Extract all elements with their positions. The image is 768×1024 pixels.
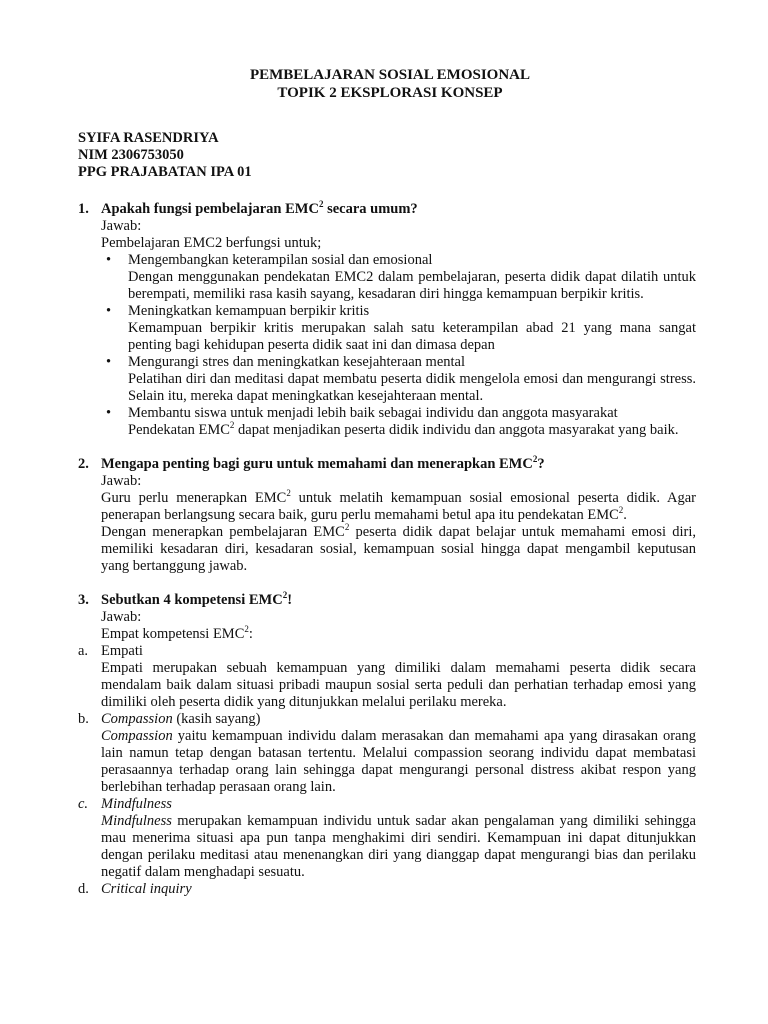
list-item bbox=[101, 405, 696, 439]
question-1 bbox=[78, 201, 696, 439]
list-item-heading: Critical inquiry bbox=[101, 881, 192, 897]
list-item bbox=[78, 643, 696, 711]
body-text-part: yaitu kemampuan individu dalam merasakan dan memahami apa yang dirasakan orang lain namun tetap dengan batasan tertentu. Melalui compassion seorang individu dapat membatasi perasaannya terhadap orang lain sehingga dapat mengurangi personal distress akibat respon yang berlebihan terhadap perasaan orang lain. bbox=[101, 728, 696, 795]
question-3 bbox=[78, 592, 696, 898]
paragraph-part: Dengan menerapkan pembelajaran EMC bbox=[101, 524, 345, 540]
question-text-part: secara umum? bbox=[323, 201, 418, 217]
list-item bbox=[78, 711, 696, 796]
question-text bbox=[101, 592, 292, 609]
superscript: 2 bbox=[229, 420, 235, 431]
question-number: 3. bbox=[78, 592, 89, 608]
body-text-part: dapat menjadikan peserta didik individu dan anggota masyarakat yang baik. bbox=[234, 422, 679, 438]
superscript: 2 bbox=[618, 505, 624, 516]
list-item-body: Pelatihan diri dan meditasi dapat membatu peserta didik mengelola emosi dan mengurangi stress. Selain itu, mereka dapat meningkatkan kesejahteraan mental. bbox=[128, 371, 696, 404]
document-title bbox=[78, 66, 696, 102]
list-item-heading: Meningkatkan kemampuan berpikir kritis bbox=[128, 303, 370, 319]
answer-paragraph bbox=[101, 490, 696, 524]
paragraph-part: peserta didik dapat belajar untuk memahami emosi diri, memiliki kesadaran diri, kesadaran sosial, kemampuan sosial hingga dapat mengambil keputusan yang bertanggung jawab. bbox=[101, 524, 696, 574]
list-item-heading: Mindfulness bbox=[101, 796, 172, 812]
intro-part: Empat kompetensi EMC bbox=[101, 626, 245, 642]
body-text-part: Pendekatan EMC bbox=[128, 422, 230, 438]
answer-paragraph bbox=[101, 524, 696, 575]
author-nim: NIM 2306753050 bbox=[78, 147, 184, 163]
superscript: 2 bbox=[286, 488, 291, 499]
author-name: SYIFA RASENDRIYA bbox=[78, 130, 219, 146]
list-letter: a. bbox=[78, 643, 89, 659]
list-item-body: Empati merupakan sebuah kemampuan yang dimiliki dalam memahami peserta didik secara mendalam baik dalam situasi pribadi maupun sosial serta peduli dan perhatian terhadap emosi yang dimiliki oleh peserta didik yang ditunjukkan melalui perilaku mereka. bbox=[101, 660, 696, 710]
question-number: 1. bbox=[78, 201, 89, 217]
list-item bbox=[101, 303, 696, 354]
list-item-body bbox=[101, 813, 696, 881]
italic-term: Compassion bbox=[101, 728, 173, 744]
question-2 bbox=[78, 456, 696, 575]
body-text-part: merupakan kemampuan individu untuk sadar akan pengalaman yang dimiliki sehingga mau menerima situasi apa pun tanpa menghakimi diri sendiri. Kemampuan ini dapat ditunjukkan dengan perilaku meditasi atau menenangkan diri yang dianggap dapat mengurangi bias dan perilaku negatif dalam menghadapi sesuatu. bbox=[101, 813, 696, 880]
author-program: PPG PRAJABATAN IPA 01 bbox=[78, 164, 252, 180]
superscript: 2 bbox=[244, 624, 249, 635]
bullet-icon: • bbox=[106, 354, 112, 370]
question-text bbox=[101, 456, 545, 473]
question-text bbox=[101, 201, 418, 218]
answer-label: Jawab: bbox=[101, 218, 142, 234]
title-line-1: PEMBELAJARAN SOSIAL EMOSIONAL bbox=[249, 67, 531, 83]
list-item-body bbox=[101, 728, 696, 796]
question-2-heading bbox=[78, 456, 696, 473]
bullet-icon: • bbox=[106, 405, 112, 421]
question-text-part: Sebutkan 4 kompetensi EMC bbox=[101, 592, 283, 608]
paragraph-part: Guru perlu menerapkan EMC bbox=[101, 490, 287, 506]
superscript: 2 bbox=[344, 522, 350, 533]
author-block bbox=[78, 130, 696, 181]
question-text-part: Apakah fungsi pembelajaran EMC bbox=[101, 201, 319, 217]
list-item-heading: Mengembangkan keterampilan sosial dan emosional bbox=[128, 252, 433, 268]
superscript: 2 bbox=[282, 590, 288, 601]
list-letter: b. bbox=[78, 711, 89, 727]
question-number: 2. bbox=[78, 456, 89, 472]
bullet-icon: • bbox=[106, 252, 112, 268]
list-letter: d. bbox=[78, 881, 89, 897]
list-item-body: Kemampuan berpikir kritis merupakan salah satu keterampilan abad 21 yang mana sangat penting bagi kehidupan peserta didik saat ini dan dimasa depan bbox=[128, 320, 696, 353]
list-item-body: Dengan menggunakan pendekatan EMC2 dalam pembelajaran, peserta didik dapat dilatih untuk berempati, memiliki rasa kasih sayang, kesadaran diri hingga kemampuan berpikir kritis. bbox=[128, 269, 696, 302]
list-letter: c. bbox=[78, 796, 89, 812]
paragraph-part: untuk melatih kemampuan sosial emosional peserta didik. Agar penerapan berlangsung secara baik, guru perlu memahami betul apa itu pendekatan EMC bbox=[101, 490, 696, 523]
competency-list bbox=[78, 643, 696, 898]
heading-part: (kasih sayang) bbox=[172, 711, 261, 727]
list-item bbox=[101, 252, 696, 303]
title-line-2: TOPIK 2 EKSPLORASI KONSEP bbox=[277, 85, 503, 101]
answer-intro bbox=[101, 626, 696, 643]
list-item bbox=[101, 354, 696, 405]
italic-term: Compassion bbox=[101, 711, 173, 727]
list-item-heading bbox=[101, 711, 696, 728]
list-item bbox=[78, 796, 696, 881]
list-item bbox=[78, 881, 696, 898]
question-3-heading bbox=[78, 592, 696, 609]
answer-label: Jawab: bbox=[101, 609, 142, 625]
function-list bbox=[101, 252, 696, 439]
question-text-part: Mengapa penting bagi guru untuk memahami dan menerapkan EMC bbox=[101, 456, 533, 472]
bullet-icon: • bbox=[106, 303, 112, 319]
question-text-part: ! bbox=[287, 592, 293, 608]
superscript: 2 bbox=[318, 199, 324, 210]
superscript: 2 bbox=[532, 454, 538, 465]
intro-part: : bbox=[248, 626, 253, 642]
list-item-heading: Membantu siswa untuk menjadi lebih baik sebagai individu dan anggota masyarakat bbox=[128, 405, 618, 421]
list-item-heading: Mengurangi stres dan meningkatkan kesejahteraan mental bbox=[128, 354, 466, 370]
italic-term: Mindfulness bbox=[101, 813, 172, 829]
answer-label: Jawab: bbox=[101, 473, 142, 489]
question-1-heading bbox=[78, 201, 696, 218]
list-item-body bbox=[128, 422, 696, 439]
question-text-part: ? bbox=[537, 456, 545, 472]
list-item-heading: Empati bbox=[101, 643, 143, 659]
paragraph-part: . bbox=[623, 507, 627, 523]
answer-intro: Pembelajaran EMC2 berfungsi untuk; bbox=[101, 235, 322, 251]
